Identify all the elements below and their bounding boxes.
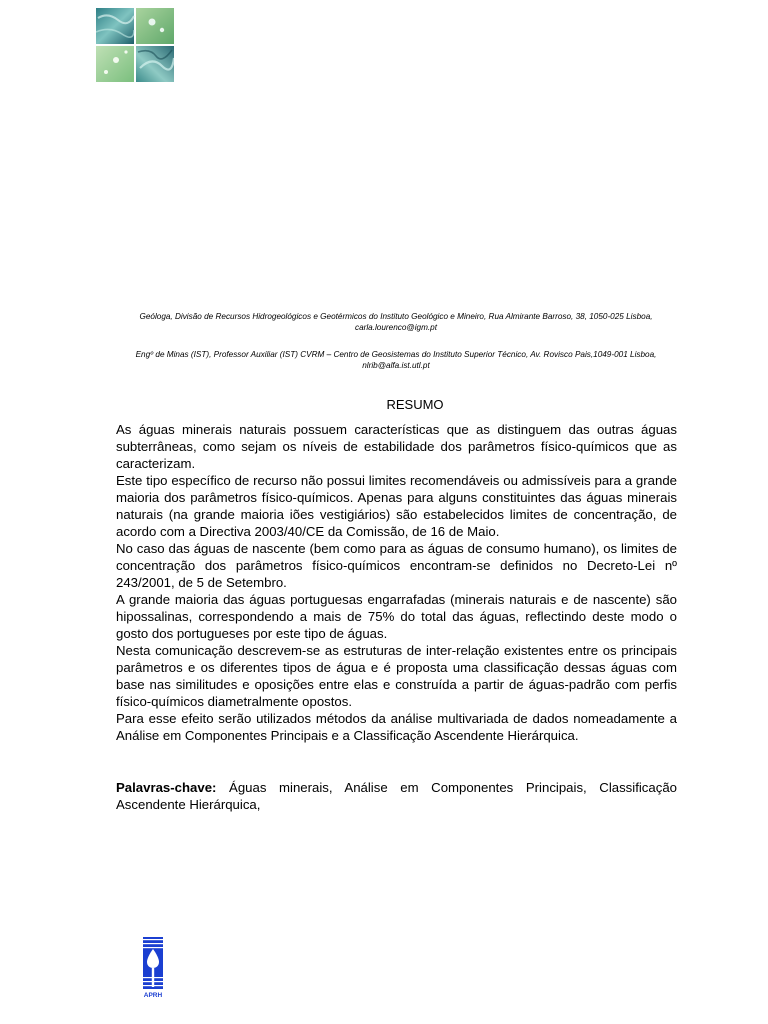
abstract-title: RESUMO [386,397,444,412]
abstract-paragraph: Este tipo específico de recurso não possui limites recomendáveis ou admissíveis para a grande maioria dos parâmetros físico-químicos. Apenas para alguns constituintes das águas minerais naturais (na grande maioria iões vestigiários) são estabelecidos limites de concentração, de acordo com a Directiva 2003/40/CE da Comissão, de 16 de Maio. [116,473,677,539]
keywords-label: Palavras-chave: [116,780,217,795]
affiliation-2-email: nlrib@alfa.ist.utl.pt [362,361,430,370]
affiliation-1 [116,311,676,333]
keywords [116,779,677,813]
affiliation-1-email: carla.lourenco@igm.pt [354,323,438,332]
affiliation-2-line1: Engº de Minas (IST), Professor Auxiliar (IST) CVRM – Centro de Geosistemas do Instituto Superior Técnico, Av. Rovisco Pais,1049-001 Lisboa, [135,350,657,359]
water-droplets-logo [96,8,174,82]
abstract-paragraph: A grande maioria das águas portuguesas engarrafadas (minerais naturais e de nascente) são hipossalinas, correspondendo a mais de 75% do total das águas, reflectindo deste modo o gosto dos portugueses por este tipo de águas. [116,592,677,641]
abstract-paragraph: As águas minerais naturais possuem características que as distinguem das outras águas subterrâneas, como sejam os níveis de estabilidade dos parâmetros físico-químicos que as caracterizam. [116,422,677,471]
abstract-body [116,421,677,744]
abstract-paragraph: Nesta comunicação descrevem-se as estruturas de inter-relação existentes entre os principais parâmetros e os diferentes tipos de água e é proposta uma classificação dessas águas com base nas similitudes e oposições entre elas e construída a partir de águas-padrão com perfis físico-químicos diametralmente opostos. [116,643,677,709]
affiliation-1-line1: Geóloga, Divisão de Recursos Hidrogeológicos e Geotérmicos do Instituto Geológico e Mineiro, Rua Almirante Barroso, 38, 1050-025 Lisboa, [139,312,653,321]
aprh-logo [143,937,163,999]
keywords-text: Águas minerais, Análise em Componentes Principais, Classificação Ascendente Hierárquica, [116,780,677,812]
abstract-paragraph: No caso das águas de nascente (bem como para as águas de consumo humano), os limites de concentração dos parâmetros físico-químicos encontram-se definidos no Decreto-Lei nº 243/2001, de 5 de Setembro. [116,541,677,590]
aprh-logo-text: APRH [143,992,163,999]
abstract-paragraph: Para esse efeito serão utilizados métodos da análise multivariada de dados nomeadamente a Análise em Componentes Principais e a Classificação Ascendente Hierárquica. [116,711,677,743]
affiliation-2 [116,349,676,371]
